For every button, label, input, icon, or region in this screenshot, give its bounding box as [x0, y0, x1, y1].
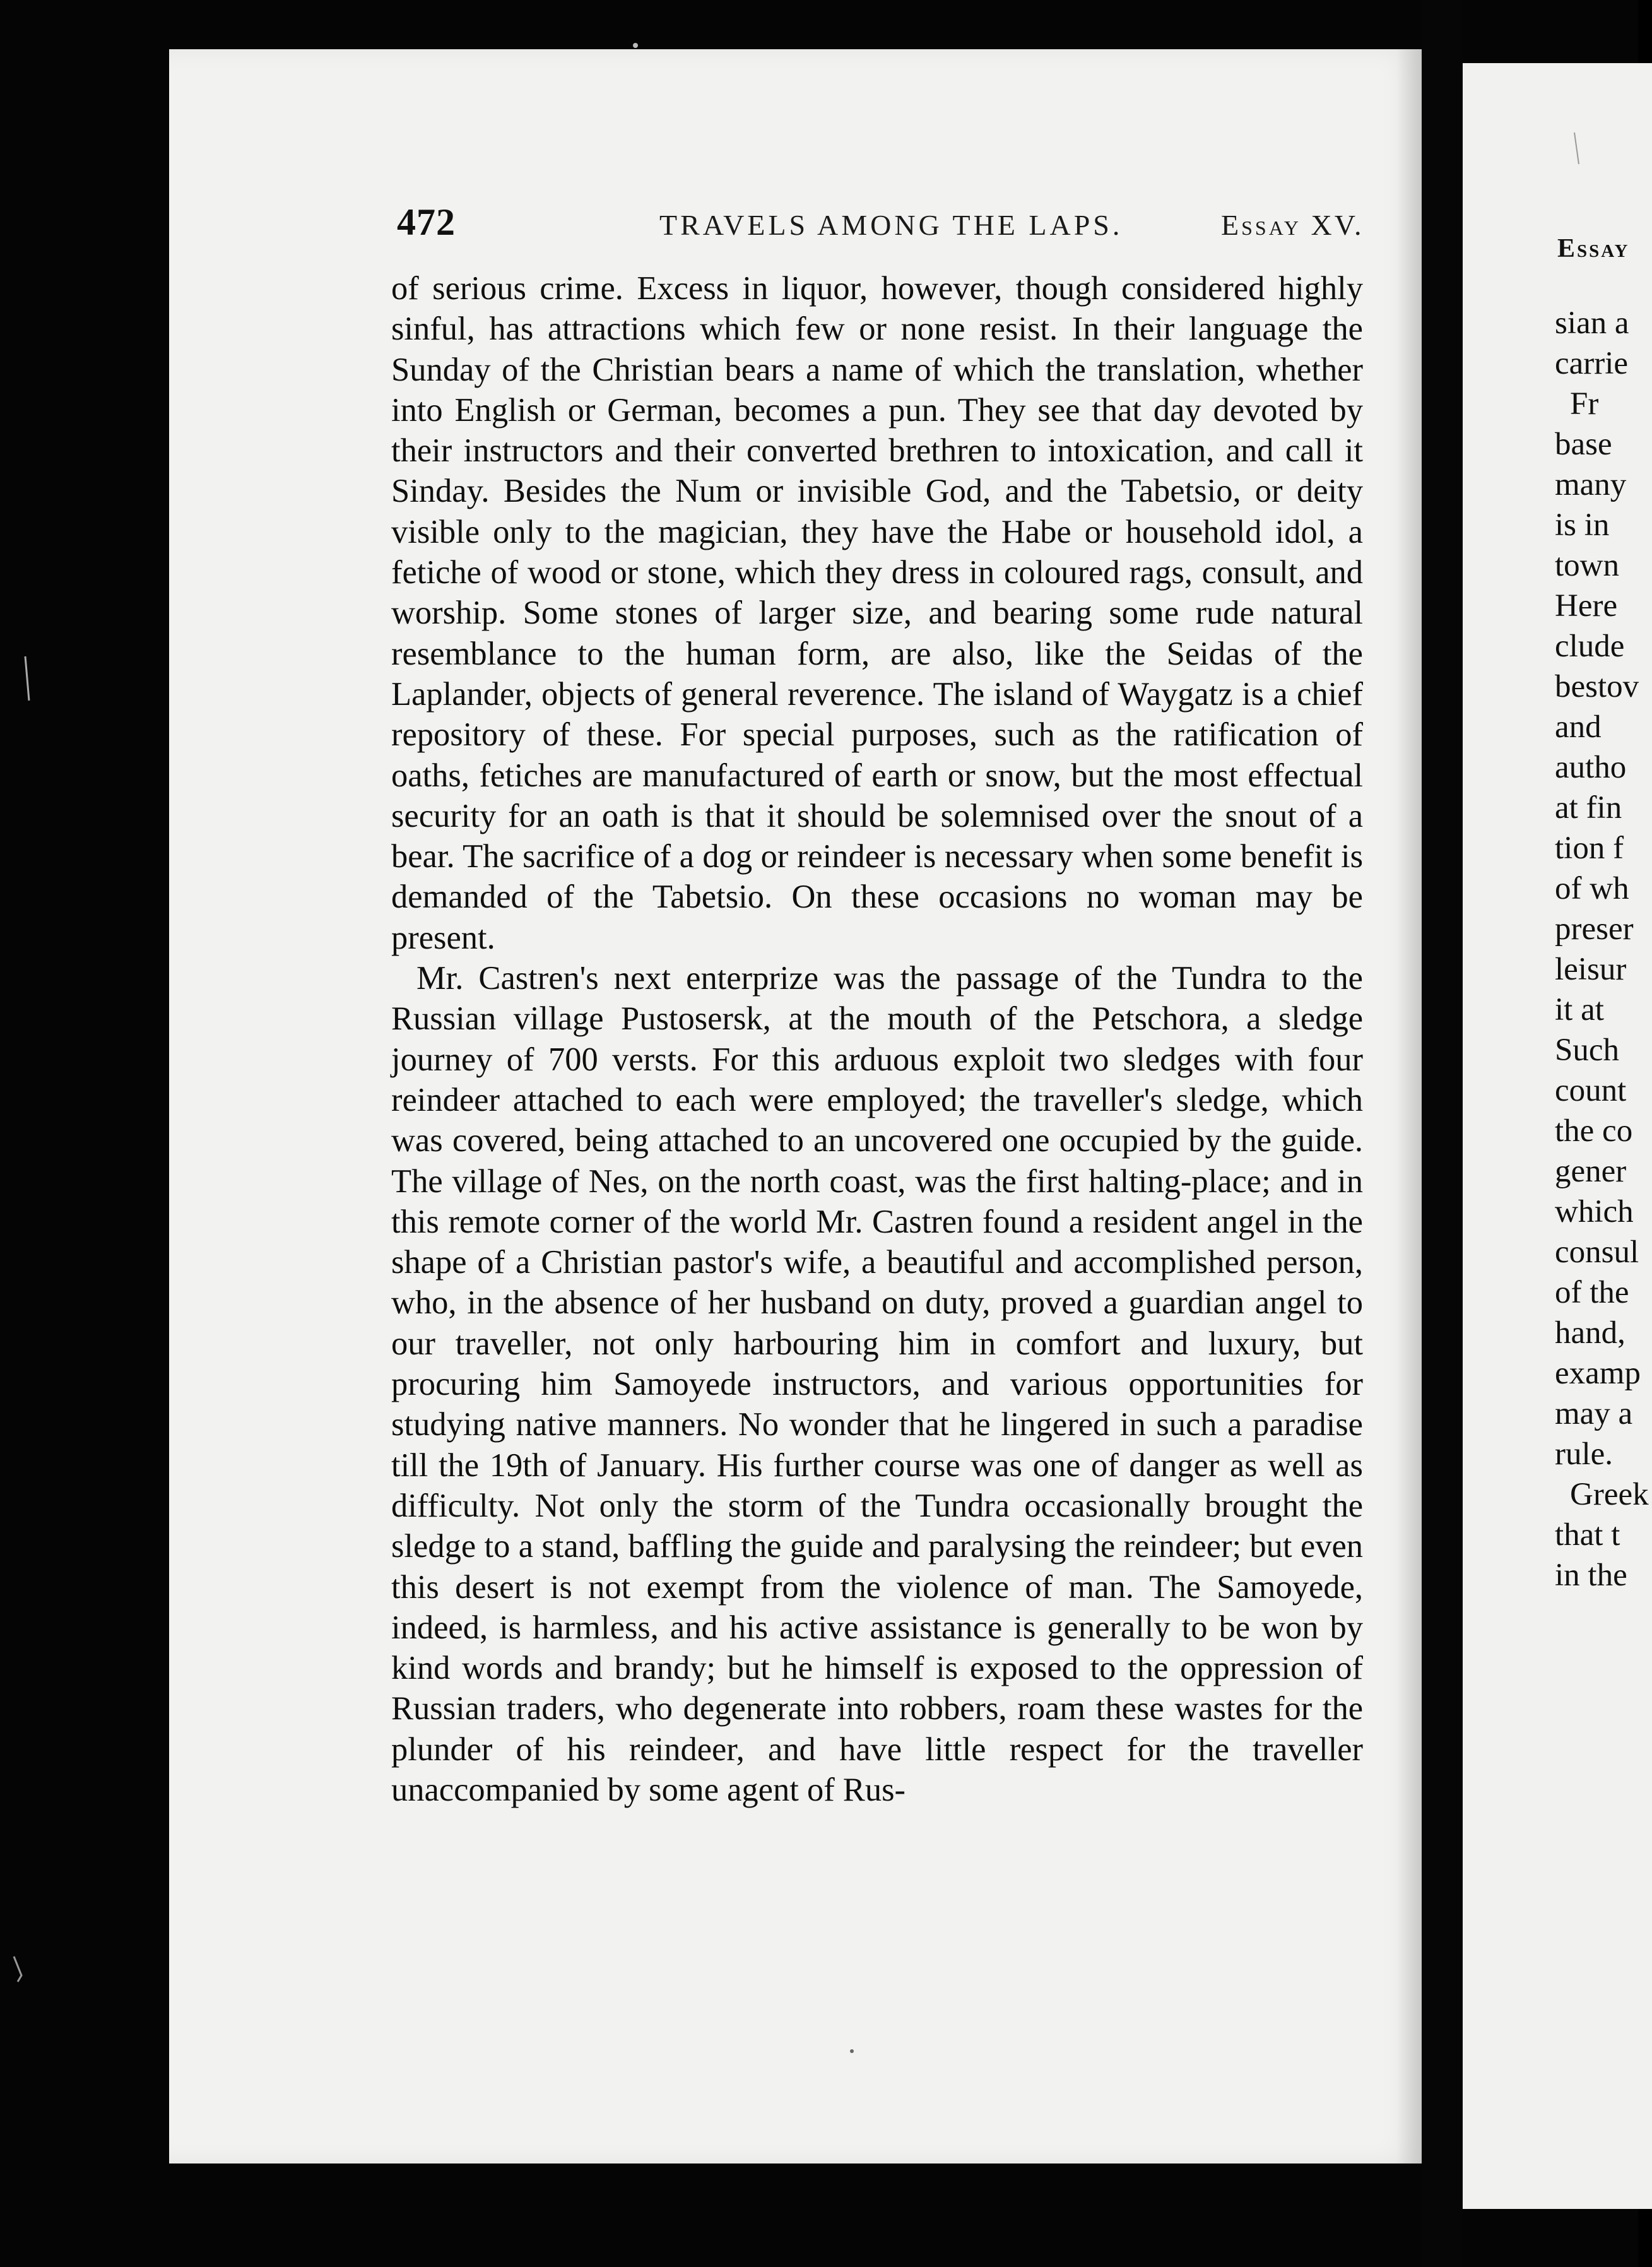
next-line: hand,: [1555, 1315, 1625, 1351]
next-line: Such: [1555, 1033, 1619, 1068]
next-line: autho: [1555, 750, 1627, 785]
next-page-text: [1555, 303, 1649, 1595]
next-line: sian a: [1555, 305, 1629, 341]
next-line: that t: [1555, 1517, 1620, 1553]
paragraph-1: of serious crime. Excess in liquor, however, though considered highly sinful, has attractions which few or none resist. In their language the Sunday of the Christian bears a name of which the translation, whether into English or German, becomes a pun. They see that day devoted by their instructors and their converted brethren to intoxication, and call it Sinday. Besides the Num or invisible God, and the Tabetsio, or deity visible only to the magician, they have the Habe or household idol, a fetiche of wood or stone, which they dress in coloured rags, consult, and worship. Some stones of larger size, and bearing some rude natural resemblance to the human form, are also, like the Seidas of the Laplander, objects of general reverence. The island of Waygatz is a chief repository of these. For special purposes, such as the ratification of oaths, fetiches are manufactured of earth or snow, but the most effectual security for an oath is that it should be solemnised over the snout of a bear. The sacrifice of a dog or reindeer is necessary when some benefit is demanded of the Tabetsio. On these occasions no woman may be present.: [391, 270, 1363, 956]
next-line: it at: [1555, 992, 1604, 1027]
next-line: town: [1555, 548, 1619, 583]
next-line: clude: [1555, 629, 1625, 664]
essay-label: Essay XV.: [1221, 209, 1364, 241]
next-line: tion f: [1555, 831, 1624, 866]
running-title: TRAVELS AMONG THE LAPS.: [659, 209, 1123, 241]
next-line: is in: [1555, 507, 1610, 543]
next-line: many: [1555, 467, 1627, 502]
next-line: rule.: [1555, 1436, 1614, 1472]
next-line: in the: [1555, 1558, 1627, 1593]
next-line: may a: [1555, 1396, 1633, 1431]
next-line: Fr: [1570, 386, 1599, 422]
next-page-running-head: Essay: [1557, 234, 1630, 263]
next-line: examp: [1555, 1356, 1641, 1391]
next-line: and: [1555, 709, 1602, 745]
page-number: 472: [397, 201, 456, 243]
next-line: which: [1555, 1194, 1634, 1229]
next-line: bestov: [1555, 669, 1639, 704]
next-line: the co: [1555, 1113, 1633, 1149]
next-line: Greek: [1570, 1477, 1649, 1512]
next-line: consul: [1555, 1234, 1639, 1270]
next-line: base: [1555, 427, 1612, 462]
next-line: preser: [1555, 911, 1634, 947]
next-line: leisur: [1555, 952, 1627, 987]
next-line: of the: [1555, 1275, 1629, 1310]
paragraph-2: Mr. Castren's next enterprize was the passage of the Tundra to the Russian village Pustosersk, at the mouth of the Petschora, a sledge journey of 700 versts. For this arduous exploit two sledges with four reindeer attached to each were employed; the traveller's sledge, which was covered, being attached to an uncovered one occupied by the guide. The village of Nes, on the north coast, was the first halting-place; and in this remote corner of the world Mr. Castren found a resident angel in the shape of a Christian pastor's wife, a beautiful and accomplished person, who, in the absence of her husband on duty, proved a guardian angel to our traveller, not only harbouring him in comfort and luxury, but procuring him Samoyede instructors, and various opportunities for studying native manners. No wonder that he lingered in such a paradise till the 19th of January. His further course was one of danger as well as difficulty. Not only the storm of the Tundra occasionally brought the sledge to a stand, baffling the guide and paralysing the reindeer; but even this desert is not exempt from the violence of man. The Samoyede, indeed, is harmless, and his active assistance is generally to be won by kind words and brandy; but he himself is exposed to the oppression of Russian traders, who degenerate into robbers, roam these wastes for the plunder of his reindeer, and have little respect for the traveller unaccompanied by some agent of Rus-: [391, 960, 1363, 1808]
next-line: Here: [1555, 588, 1618, 624]
next-line: count: [1555, 1073, 1627, 1108]
next-line: of wh: [1555, 871, 1629, 906]
next-line: at fin: [1555, 790, 1622, 826]
body-text: [391, 268, 1363, 1810]
book-gutter: [1422, 0, 1463, 2267]
next-line: gener: [1555, 1154, 1627, 1189]
running-head: [398, 201, 1376, 251]
next-line: carrie: [1555, 346, 1629, 381]
